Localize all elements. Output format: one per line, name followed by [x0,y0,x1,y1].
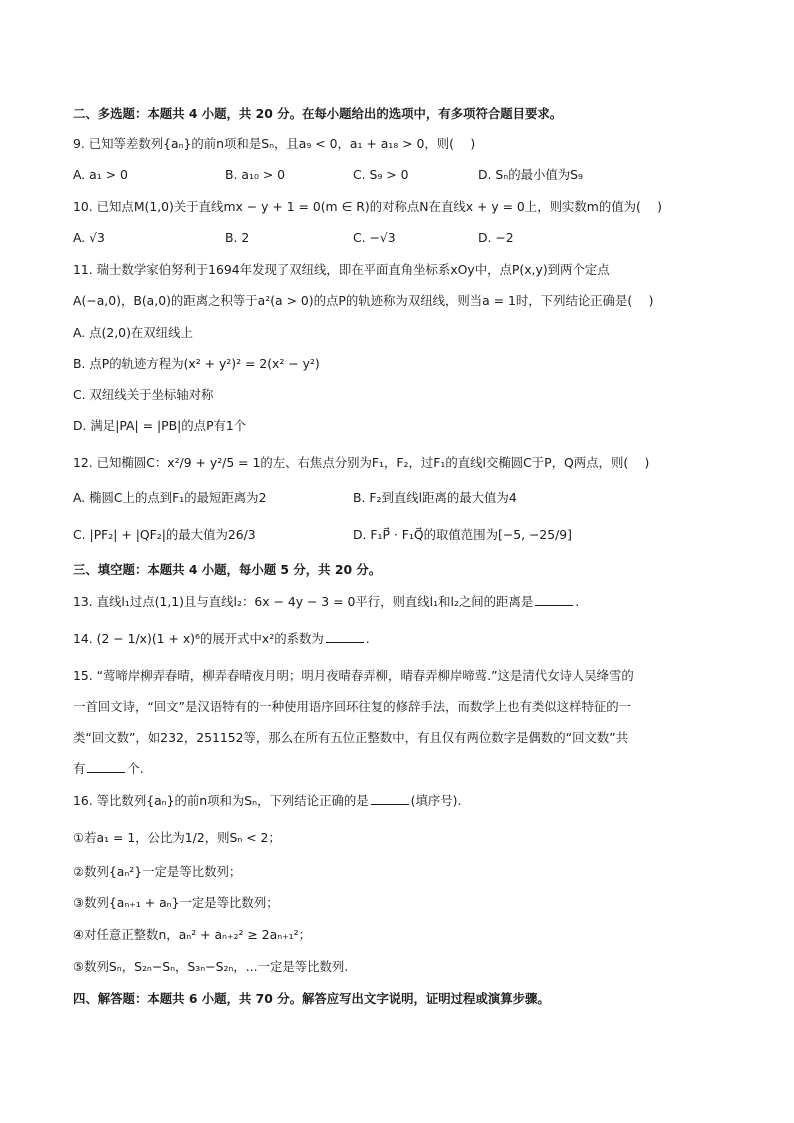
q16-statement-5: ⑤数列Sₙ，S₂ₙ−Sₙ，S₃ₙ−S₂ₙ，...一定是等比数列. [73,959,349,974]
q13-text: 13. 直线l₁过点(1,1)且与直线l₂：6x − 4y − 3 = 0平行，则直线l₁和l₂之间的距离是 [73,594,534,609]
q16-statement-3: ③数列{aₙ₊₁ + aₙ}一定是等比数列； [73,895,279,910]
q16-statement-1: ①若a₁ = 1，公比为1/2，则Sₙ < 2； [73,830,281,845]
q9-option-d: D. Sₙ的最小值为S₉ [478,167,584,182]
question-15-line4 [73,760,144,778]
q9-option-b: B. a₁₀ > 0 [225,167,286,182]
q11-option-b: B. 点P的轨迹方程为(x² + y²)² = 2(x² − y²) [73,356,320,371]
q16-answer-blank[interactable] [371,792,409,805]
q13-answer-blank[interactable] [535,593,573,606]
q9-option-a: A. a₁ > 0 [73,167,128,182]
q9-option-c: C. S₉ > 0 [353,167,409,182]
question-13 [73,593,579,611]
q14-answer-blank[interactable] [326,630,364,643]
question-11-stem-line2: A(−a,0)，B(a,0)的距离之积等于a²(a > 0)的点P的轨迹称为双纽线，则当a = 1时，下列结论正确是( ) [73,293,654,308]
q13-end: . [575,594,580,609]
q10-option-c: C. −√3 [353,230,396,245]
q14-end: . [365,631,370,646]
question-16 [73,792,461,810]
q16-end: (填序号). [410,793,462,808]
q10-option-a: A. √3 [73,230,105,245]
q10-option-b: B. 2 [225,230,250,245]
question-11-stem-line1: 11. 瑞士数学家伯努利于1694年发现了双纽线，即在平面直角坐标系xOy中，点P(x,y)到两个定点 [73,262,610,277]
q12-option-a: A. 椭圆C上的点到F₁的最短距离为2 [73,490,267,505]
question-9-stem: 9. 已知等差数列{aₙ}的前n项和是Sₙ，且a₉ < 0，a₁ + a₁₈ > 0，则( ) [73,136,476,151]
q16-statement-4: ④对任意正整数n，aₙ² + aₙ₊₂² ≥ 2aₙ₊₁²； [73,927,311,942]
section-heading-problems: 四、解答题：本题共 6 小题，共 70 分。解答应写出文字说明，证明过程或演算步骤。 [73,991,550,1006]
q16-text: 16. 等比数列{aₙ}的前n项和为Sₙ，下列结论正确的是 [73,793,369,808]
question-14 [73,630,370,648]
q15-end: 个. [127,761,144,776]
q15-answer-blank[interactable] [87,760,125,773]
q16-statement-2: ②数列{aₙ²}一定是等比数列； [73,864,242,879]
q10-option-d: D. −2 [478,230,514,245]
question-15-line3: 类“回文数”，如232，251152等，那么在所有五位正整数中，有且仅有两位数字是偶数的“回文数”共 [73,730,629,745]
q11-option-d: D. 满足|PA| = |PB|的点P有1个 [73,418,247,433]
q12-option-c: C. |PF₂| + |QF₂|的最大值为26/3 [73,527,256,542]
section-heading-fill-in: 三、填空题：本题共 4 小题，每小题 5 分，共 20 分。 [73,562,382,577]
question-15-line2: 一首回文诗，“回文”是汉语特有的一种使用语序回环往复的修辞手法，而数学上也有类似这样特征的一 [73,699,632,714]
question-15-line1: 15. “莺啼岸柳弄春晴，柳弄春晴夜月明；明月夜晴春弄柳，晴春弄柳岸啼莺.”这是清代女诗人吴绛雪的 [73,668,634,683]
question-10-stem: 10. 已知点M(1,0)关于直线mx − y + 1 = 0(m ∈ R)的对称点N在直线x + y = 0上，则实数m的值为( ) [73,199,663,214]
q11-option-a: A. 点(2,0)在双纽线上 [73,325,193,340]
question-12-stem: 12. 已知椭圆C：x²/9 + y²/5 = 1的左、右焦点分别为F₁，F₂，过F₁的直线l交椭圆C于P，Q两点，则( ) [73,455,650,470]
q11-option-c: C. 双纽线关于坐标轴对称 [73,387,214,402]
q14-text: 14. (2 − 1/x)(1 + x)⁶的展开式中x²的系数为 [73,631,324,646]
q12-option-b: B. F₂到直线l距离的最大值为4 [353,490,517,505]
q12-option-d: D. F₁P⃗ · F₁Q⃗的取值范围为[−5, −25/9] [353,527,573,542]
q15-text: 有 [73,761,86,776]
section-heading-multiple-choice: 二、多选题：本题共 4 小题，共 20 分。在每小题给出的选项中，有多项符合题目要求。 [73,106,563,121]
